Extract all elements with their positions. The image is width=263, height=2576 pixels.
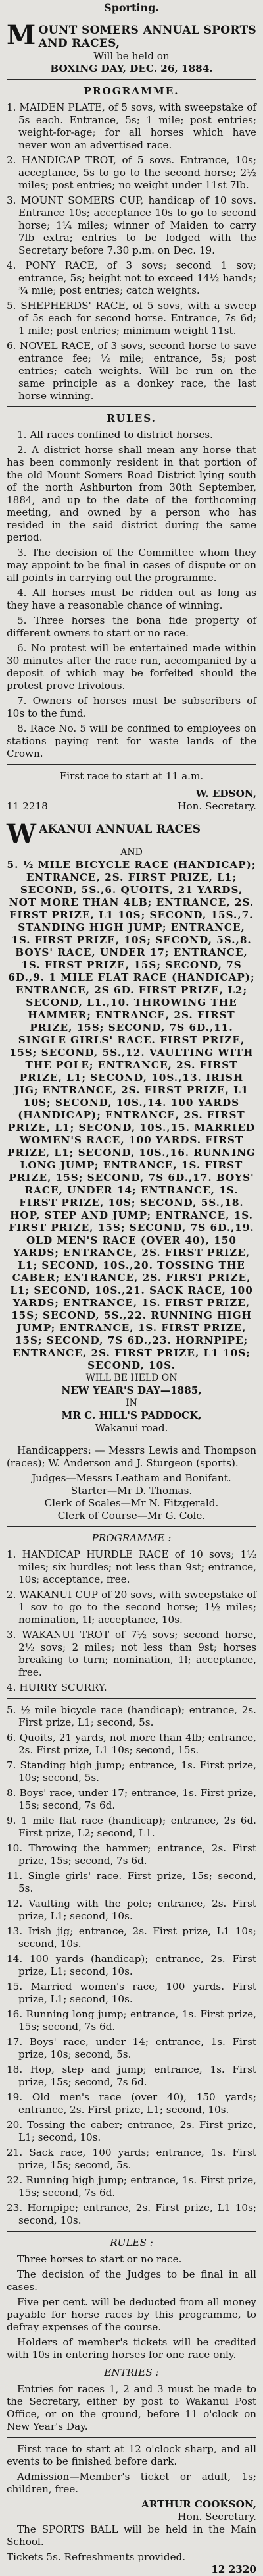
signature-block xyxy=(7,2498,256,2523)
sports-item: 18. Hop, step and jump; entrance, 1s. First prize, 15s; second, 7s 6d. xyxy=(7,2064,256,2088)
sports-list xyxy=(7,1704,256,2227)
officials-list xyxy=(7,1444,256,1522)
drop-cap: W xyxy=(7,819,37,850)
rule-item: 7. Owners of horses must be subscribers of 10s to the fund. xyxy=(7,695,256,719)
programme-item: 3. MOUNT SOMERS CUP, handicap of 10 sovs. Entrance 10s; acceptance 10s to go to second horse; 1¼ miles; winner of Maiden to carry 7lb extra; entries to be lodged with the Secretary before 7.30 p.m. on Dec. 19. xyxy=(7,194,256,256)
rule-item: Five per cent. will be deducted from all money payable for horse races by this programme, to defray expenses of the course. xyxy=(7,2296,256,2333)
sports-item: 9. 1 mile flat race (handicap); entrance, 2s 6d. First prize, L2; second, L1. xyxy=(7,1815,256,1839)
wakanui-advertisement xyxy=(7,819,256,2576)
programme-item: 1. HANDICAP HURDLE RACE of 10 sovs; 1½ miles; six hurdles; not less than 9st; entrance, 10s; acceptance, free. xyxy=(7,1548,256,1585)
programme-item: 5. SHEPHERDS' RACE, of 5 sovs, with a sweep of 5s each for second horse. Entrance, 7s 6d; 1 mile; post entries; minimum weight 11st. xyxy=(7,300,256,337)
sports-item: 11. Single girls' race. First prize, 15s; second, 5s. xyxy=(7,1870,256,1894)
will-be-held: WILL BE HELD ON xyxy=(85,1373,178,1383)
sports-item: 14. 100 yards (handicap); entrance, 2s. First prize, L1; second, 10s. xyxy=(7,1953,256,1977)
ad-title-text: AKANUI ANNUAL RACES xyxy=(39,823,201,836)
programme-item: 4. HURRY SCURRY. xyxy=(7,1682,107,1693)
sports-item: 21. Sack race, 100 yards; entrance, 1s. First prize, 15s; second, 5s. xyxy=(7,2147,256,2171)
official-line: Clerk of Course—Mr G. Cole. xyxy=(57,1510,206,1521)
divider xyxy=(7,1526,256,1527)
venue-sub: Wakanui road. xyxy=(95,1422,168,1434)
ad-title-text: OUNT SOMERS ANNUAL SPORTS AND RACES, xyxy=(38,24,256,50)
ad-title xyxy=(7,20,256,51)
programme-item: 2. HANDICAP TROT, of 5 sovs. Entrance, 10s; acceptance, 5s to go to the second horse; 2½ miles; post entries; no weight under 11st 7lb. xyxy=(7,154,256,191)
programme-item: 1. MAIDEN PLATE, of 5 sovs, with sweepstake of 5s each. Entrance, 5s; 1 mile; post entries; weight-for-age; for all horses which have never won an advertised race. xyxy=(7,101,256,151)
sports-item: 16. Running long jump; entrance, 1s. First prize, 15s; second, 7s 6d. xyxy=(7,2008,256,2033)
programme-heading: PROGRAMME. xyxy=(84,85,179,97)
sports-item: 12. Vaulting with the pole; entrance, 2s. First prize, L1; second, 10s. xyxy=(7,1898,256,1922)
programme-heading: PROGRAMME : xyxy=(91,1532,172,1544)
divider xyxy=(7,79,256,80)
closing-line: First race to start at 12 o'clock sharp, and all events to be finished before dark. xyxy=(7,2443,256,2467)
sports-item: 19. Old men's race (over 40), 150 yards; entrance, 2s. First prize, L1; second, 10s. xyxy=(7,2091,256,2116)
official-line: Judges—Messrs Leatham and Bonifant. xyxy=(32,1472,231,1484)
signature-title: Hon. Secretary. xyxy=(178,2511,256,2523)
event-date: BOXING DAY, DEC. 26, 1884. xyxy=(50,63,213,74)
divider xyxy=(7,2231,256,2232)
programme-list xyxy=(7,101,256,402)
signature-name: ARTHUR COOKSON, xyxy=(141,2498,256,2510)
rule-item: The decision of the Judges to be final in all cases. xyxy=(7,2268,256,2293)
tickets-text: Tickets 5s. Refreshments provided. xyxy=(7,2551,186,2563)
drop-cap: M xyxy=(7,20,36,51)
ball-notice: The SPORTS BALL will be held in the Main School. xyxy=(7,2523,256,2548)
rule-item: 6. No protest will be entertained made within 30 minutes after the race run, accompanied by a deposit of which may be forfeited should the protest prove frivolous. xyxy=(7,642,256,692)
entries-text: Entries for races 1, 2 and 3 must be made to the Secretary, either by post to Wakanui Post Office, or on the ground, before 11 o'clock on New Year's Day. xyxy=(7,2383,256,2432)
rule-item: 3. The decision of the Committee whom they may appoint to be final in cases of dispute or on all points in carrying out the programme. xyxy=(7,547,256,584)
sports-item: 17. Boys' race, under 14; entrance, 1s. First prize, 10s; second, 5s. xyxy=(7,2036,256,2060)
closing-line: Admission—Member's ticket or adult, 1s; children, free. xyxy=(7,2471,256,2495)
sports-item: 5. ½ mile bicycle race (handicap); entrance, 2s. First prize, L1; second, 5s. xyxy=(7,1704,256,1728)
sports-item: 8. Boys' race, under 17; entrance, 1s. First prize, 15s; second, 7s 6d. xyxy=(7,1787,256,1811)
rules-list xyxy=(7,429,256,760)
programme-item: 4. PONY RACE, of 3 sovs; second 1 sov; entrance, 5s; height not to exceed 14½ hands; ¾ mile; post entries; catch weights. xyxy=(7,260,256,296)
sports-item: 20. Tossing the caber; entrance, 2s. First prize, L1; second, 10s. xyxy=(7,2119,256,2143)
rule-item: 8. Race No. 5 will be confined to employees on stations paying rent for waste lands of the Crown. xyxy=(7,723,256,759)
rules-list xyxy=(7,2253,256,2361)
reference-number: 11 2218 xyxy=(7,800,48,812)
tickets-line xyxy=(7,2551,256,2563)
sports-item: 23. Hornpipe; entrance, 2s. First prize, L1 10s; second, 10s. xyxy=(7,2202,256,2226)
entries-heading: ENTRIES : xyxy=(104,2367,159,2378)
event-date: NEW YEAR'S DAY—1885, xyxy=(61,1384,202,1396)
sports-item: 22. Running high jump; entrance, 1s. First prize, 15s; second, 7s 6d. xyxy=(7,2174,256,2199)
divider xyxy=(7,406,256,407)
rule-item: 5. Three horses the bona fide property of different owners to start or no race. xyxy=(7,615,256,639)
sports-item: 10. Throwing the hammer; entrance, 2s. First prize, 15s; second, 7s 6d. xyxy=(7,1842,256,1867)
ad-title xyxy=(7,819,256,850)
mount-somers-advertisement xyxy=(7,20,256,813)
rule-item: 4. All horses must be ridden out as long as they have a reasonable chance of winning. xyxy=(7,587,256,611)
sports-item: 15. Married women's race, 100 yards. First prize, L1; second, 10s. xyxy=(7,1981,256,2005)
and-text: AND xyxy=(120,847,143,858)
signature-title: Hon. Secretary. xyxy=(178,800,256,812)
programme-list xyxy=(7,1548,256,1694)
venue: MR C. HILL'S PADDOCK, xyxy=(61,1410,202,1421)
divider xyxy=(7,764,256,765)
sports-item: 7. Standing high jump; entrance, 1s. First prize, 10s; second, 5s. xyxy=(7,1759,256,1784)
rule-item: 2. A district horse shall mean any horse that has been commonly resident in that portion of the old Mount Somers Road District lying south of the north Ashburton from 30th September, 1884, and up to the date of the forthcoming meeting, and owned by a person who has resided in the said district during the same period. xyxy=(7,444,256,543)
divider xyxy=(7,2437,256,2438)
official-line: Starter—Mr D. Thomas. xyxy=(70,1485,193,1496)
reference-number: 12 2320 xyxy=(211,2563,256,2575)
sports-item: 13. Irish jig; entrance, 2s. First prize, L1 10s; second, 10s. xyxy=(7,1925,256,1950)
in-text: IN xyxy=(126,1398,137,1408)
sports-item: 6. Quoits, 21 yards, not more than 4lb; entrance, 2s. First prize, L1 10s; second, 15s. xyxy=(7,1732,256,1756)
rules-heading: RULES : xyxy=(110,2237,153,2249)
rule-item: Holders of member's tickets will be credited with 10s in entering horses for one race only. xyxy=(7,2336,256,2361)
official-line: Clerk of Scales—Mr N. Fitzgerald. xyxy=(44,1497,219,1509)
signature-name: W. EDSON, xyxy=(195,788,256,800)
divider xyxy=(7,1698,256,1699)
programme-item: 6. NOVEL RACE, of 3 sovs, second horse to save entrance fee; ½ mile; entrance, 5s; post entries; catch weights. Will be run on the same principle as a donkey race, the last horse winning. xyxy=(7,340,256,402)
rule-item: 1. All races confined to district horses. xyxy=(17,429,213,441)
sports-text: 5. ½ MILE BICYCLE RACE (HANDICAP); ENTRANCE, 2S. FIRST PRIZE, L1; SECOND, 5S.,6. QUOITS, 21 YARDS, NOT MORE THAN 4LB; ENTRANCE, 2S. FIRST PRIZE, L1 10S; SECOND, 15S.,7. STANDING HIGH JUMP; ENTRANCE, 1S. FIRST PRIZE, 10S; SECOND, 5S.,8. BOYS' RACE, UNDER 17; ENTRANCE, 1S. FIRST PRIZE, 15S; SECOND, 7S 6D.,9. 1 MILE FLAT RACE (HANDICAP); ENTRANCE, 2S 6D. FIRST PRIZE, L2; SECOND, L1.,10. THROWING THE HAMMER; ENTRANCE, 2S. FIRST PRIZE, 15S; SECOND, 7S 6D.,11. SINGLE GIRLS' RACE. FIRST PRIZE, 15S; SECOND, 5S.,12. VAULTING WITH THE POLE; ENTRANCE, 2S. FIRST PRIZE, L1; SECOND, 10S.,13. IRISH JIG; ENTRANCE, 2S. FIRST PRIZE, L1 10S; SECOND, 10S.,14. 100 YARDS (HANDICAP); ENTRANCE, 2S. FIRST PRIZE, L1; SECOND, 10S.,15. MARRIED WOMEN'S RACE, 100 YARDS. FIRST PRIZE, L1; SECOND, 10S.,16. RUNNING LONG JUMP; ENTRANCE, 1S. FIRST PRIZE, 15S; SECOND, 7S 6D.,17. BOYS' RACE, UNDER 14; ENTRANCE, 1S. FIRST PRIZE, 10S; SECOND, 5S.,18. HOP, STEP AND JUMP; ENTRANCE, 1S. FIRST PRIZE, 15S; SECOND, 7S 6D.,19. OLD MEN'S RACE (OVER 40), 150 YARDS; ENTRANCE, 2S. FIRST PRIZE, L1; SECOND, 10S.,20. TOSSING THE CABER; ENTRANCE, 2S. FIRST PRIZE, L1; SECOND, 10S.,21. SACK RACE, 100 YARDS; ENTRANCE, 1S. FIRST PRIZE, 15S; SECOND, 5S.,22. RUNNING HIGH JUMP; ENTRANCE, 1S. FIRST PRIZE, 15S; SECOND, 7S 6D.,23. HORNPIPE; ENTRANCE, 2S. FIRST PRIZE, L1 10S; SECOND, 10S. xyxy=(7,859,256,1371)
programme-item: 2. WAKANUI CUP of 20 sovs, with sweepstake of 1 sov to go to the second horse; 1½ miles; nomination, 1l; acceptance, 10s. xyxy=(7,1589,256,1626)
first-race-note: First race to start at 11 a.m. xyxy=(59,770,204,782)
will-be-held: Will be held on xyxy=(93,50,170,62)
programme-item: 3. WAKANUI TROT of 7½ sovs; second horse, 2½ sovs; 2 miles; not less than 9st; horses breaking to turn; nomination, 1l; acceptance, free. xyxy=(7,1629,256,1678)
signature-block xyxy=(7,788,256,813)
section-heading: Sporting. xyxy=(104,1,159,14)
official-line: Handicappers: — Messrs Lewis and Thompson (races); W. Anderson and J. Sturgeon (sports). xyxy=(7,1444,256,1469)
rules-heading: RULES. xyxy=(107,412,156,424)
rule-item: Three horses to start or no race. xyxy=(17,2253,182,2265)
